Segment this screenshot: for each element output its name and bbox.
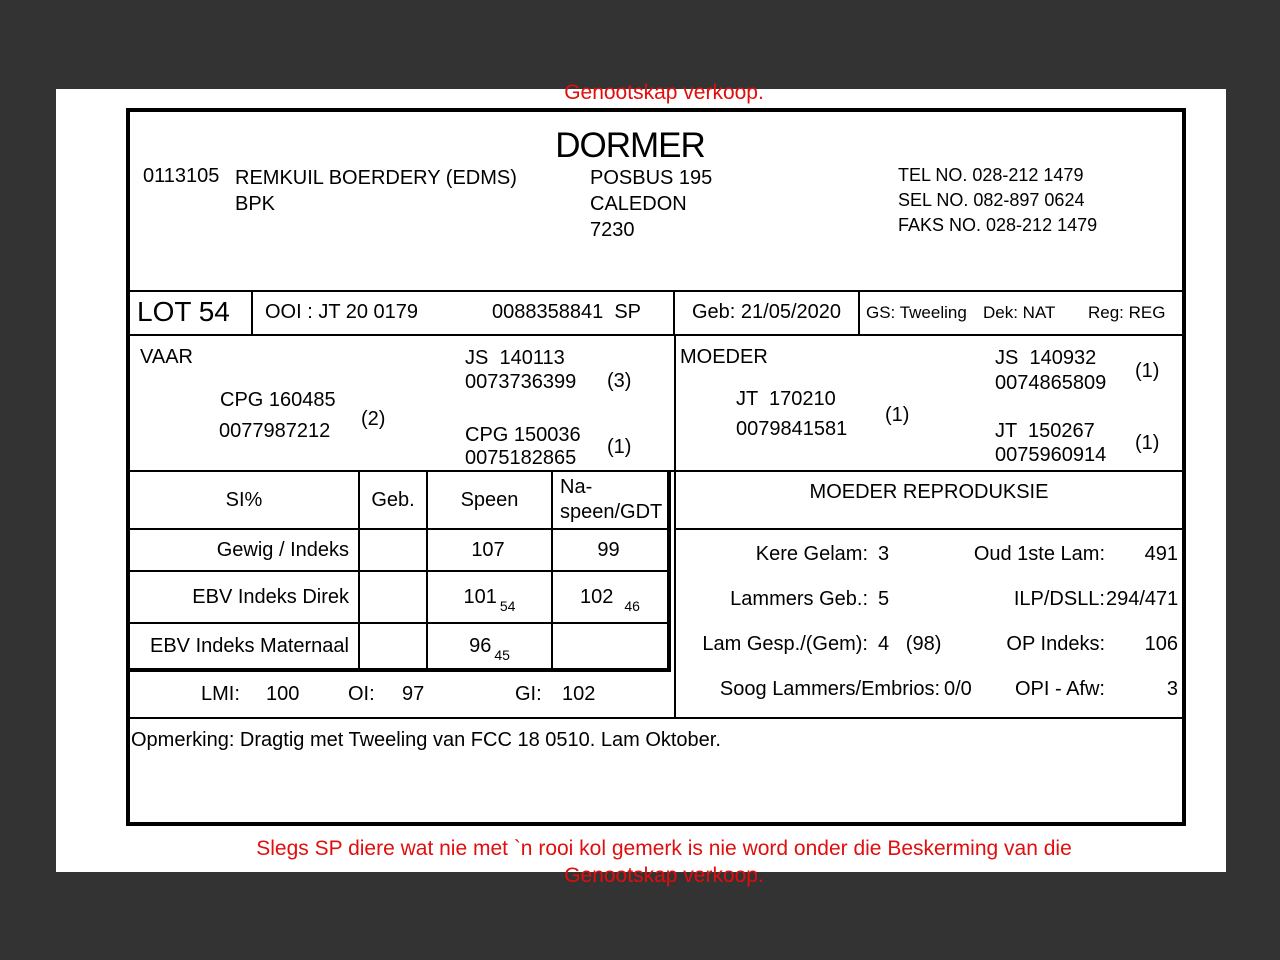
reproduction-row (676, 633, 1182, 659)
sire-grandsire-reg: 0073736399 (465, 371, 577, 393)
stat-value: 294/471 (1106, 588, 1179, 610)
lmi-label: LMI: (201, 683, 240, 705)
tel-number: TEL NO. 028-212 1479 (898, 165, 1084, 185)
stat-value: 0/0 (944, 678, 972, 700)
dam-label: MOEDER (680, 346, 768, 368)
speen-value (428, 572, 553, 622)
animal-id: OOI : JT 20 0179 (265, 301, 419, 323)
sire-pedigree (130, 336, 674, 470)
accuracy-sub: 45 (494, 647, 510, 663)
postal-address (590, 165, 712, 243)
reproduction-title: MOEDER REPRODUKSIE (809, 481, 1049, 503)
sire-grandsire-count: (3) (607, 370, 632, 392)
sire-granddam-count: (1) (607, 436, 632, 458)
lot-number: LOT 54 (130, 292, 253, 334)
value: 101 (463, 585, 497, 608)
card-header (130, 112, 1182, 290)
stat-label: ILP/DSLL: (1013, 588, 1105, 610)
value: 96 (469, 634, 492, 657)
sire-grandsire-id: JS 140113 (465, 347, 565, 369)
fax-number: FAKS NO. 028-212 1479 (898, 215, 1098, 235)
dam-reg-number: 0079841581 (736, 418, 848, 440)
table-row (130, 572, 667, 624)
mating-type: Dek: NAT (983, 303, 1056, 322)
farm-name (235, 165, 517, 217)
dam-grandsire-count: (1) (1135, 360, 1160, 382)
dam-reproduction-panel (676, 472, 1182, 717)
performance-section (130, 470, 1182, 717)
dam-id: JT 170210 (736, 388, 836, 410)
speen-value (428, 530, 553, 570)
dam-pedigree (676, 336, 1182, 470)
col-header-naspeen: Na-speen/GDT (560, 476, 663, 523)
stat-value: 491 (1144, 543, 1178, 565)
gi-value: 102 (562, 683, 596, 705)
dam-granddam-count: (1) (1135, 432, 1160, 454)
stat-label: Lammers Geb.: (730, 588, 868, 610)
top-note: Genootskap verkoop. (564, 81, 764, 104)
value: 99 (597, 538, 620, 561)
farm-name-line2: BPK (235, 193, 276, 215)
dam-count: (1) (885, 404, 910, 426)
sire-id: CPG 160485 (220, 389, 336, 411)
bottom-note-line2: Genootskap verkoop. (564, 864, 764, 887)
accuracy-sub: 54 (499, 598, 516, 614)
breed-title: DORMER (555, 126, 705, 165)
birth-date: Geb: 21/05/2020 (675, 292, 860, 334)
table-row (130, 624, 667, 668)
stat-label: OPI - Afw: (1014, 678, 1105, 700)
stat-value: 106 (1144, 633, 1178, 655)
stat-label: Oud 1ste Lam: (973, 543, 1105, 565)
col-header-speen: Speen (428, 472, 553, 528)
sire-label: VAAR (140, 346, 193, 368)
dam-granddam-reg: 0075960914 (995, 444, 1107, 466)
col-header-si: SI% (130, 472, 360, 528)
registration-status: Reg: REG (1088, 303, 1166, 322)
gi-label: GI: (515, 683, 542, 705)
si-index-table (130, 472, 671, 672)
sire-granddam-reg: 0075182865 (465, 447, 577, 469)
address-line3: 7230 (590, 219, 635, 241)
member-number: 0113105 (143, 165, 220, 187)
bottom-note (56, 835, 1226, 889)
stat-value: 3 (1166, 678, 1178, 700)
geb-value (360, 624, 428, 668)
lmi-value: 100 (266, 683, 300, 705)
cell-number: SEL NO. 082-897 0624 (898, 190, 1085, 210)
naspeen-value (553, 572, 667, 622)
stat-value: 4 (98) (878, 633, 942, 655)
lot-row (130, 290, 1182, 334)
catalog-page (56, 81, 1226, 887)
stat-label: OP Indeks: (1006, 633, 1105, 655)
stat-value: 3 (878, 543, 890, 565)
address-line1: POSBUS 195 (590, 167, 713, 189)
reproduction-row (676, 543, 1182, 569)
pedigree-row (130, 334, 1182, 470)
geb-value (360, 530, 428, 570)
remark: Opmerking: Dragtig met Tweeling van FCC 18 0510. Lam Oktober. (131, 729, 721, 751)
value: 107 (471, 538, 505, 561)
index-summary-row (130, 672, 674, 715)
sire-count: (2) (361, 408, 386, 430)
oi-value: 97 (402, 683, 425, 705)
si-table-header (130, 472, 667, 530)
value: 102 (580, 585, 614, 608)
table-row (130, 530, 667, 572)
oi-label: OI: (348, 683, 375, 705)
farm-name-line1: REMKUIL BOERDERY (EDMS) (235, 167, 517, 189)
speen-value (428, 624, 553, 668)
reproduction-row (676, 588, 1182, 614)
reproduction-row (676, 678, 1182, 704)
stat-value: 5 (878, 588, 890, 610)
birth-status-cell (860, 292, 1182, 334)
stat-label: Kere Gelam: (755, 543, 868, 565)
remark-section (130, 717, 1182, 822)
dam-grandsire-reg: 0074865809 (995, 372, 1107, 394)
row-label: EBV Indeks Direk (130, 572, 360, 622)
address-line2: CALEDON (590, 193, 687, 215)
dam-granddam-id: JT 150267 (995, 420, 1095, 442)
contact-numbers (898, 163, 1097, 238)
lot-card (126, 108, 1186, 826)
divider (676, 528, 1182, 530)
stat-label: Lam Gesp./(Gem): (702, 633, 868, 655)
naspeen-value (553, 624, 667, 668)
sire-granddam-id: CPG 150036 (465, 424, 581, 446)
dam-grandsire-id: JS 140932 (995, 347, 1097, 369)
birth-status: GS: Tweeling (866, 303, 967, 322)
naspeen-value (553, 530, 667, 570)
sire-reg-number: 0077987212 (219, 420, 331, 442)
row-label: Gewig / Indeks (130, 530, 360, 570)
animal-reg-number: 0088358841 SP (492, 301, 642, 323)
col-header-geb: Geb. (360, 472, 428, 528)
animal-id-cell (253, 292, 675, 334)
accuracy-sub: 46 (624, 598, 640, 614)
stat-label: Soog Lammers/Embrios: (719, 678, 940, 700)
row-label: EBV Indeks Maternaal (130, 624, 360, 668)
geb-value (360, 572, 428, 622)
bottom-note-line1: Slegs SP diere wat nie met `n rooi kol gemerk is nie word onder die Beskerming van die (256, 837, 1072, 860)
